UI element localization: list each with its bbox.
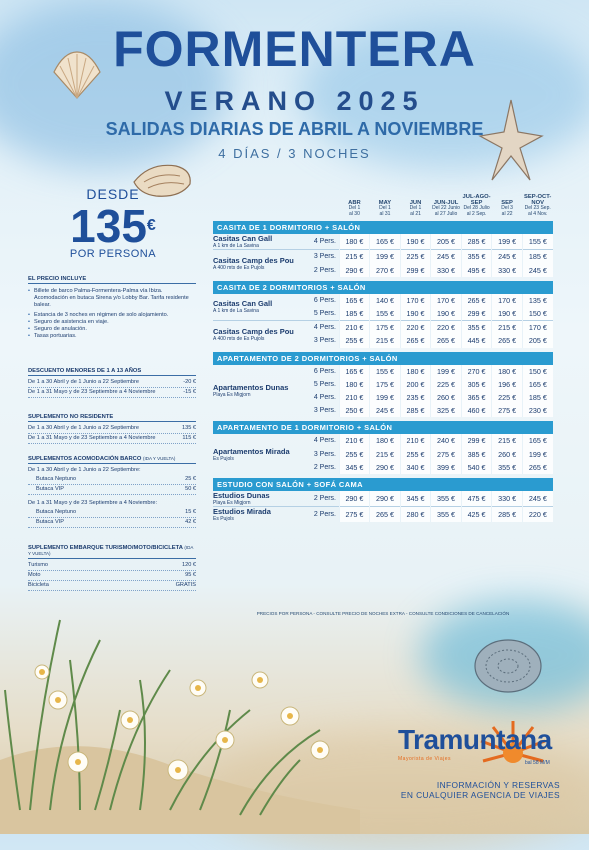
price-cell: 140 € xyxy=(370,294,401,307)
price-row xyxy=(213,434,553,447)
price-cell: 150 € xyxy=(522,307,553,321)
brand-tagline: Mayorista de Viajes xyxy=(398,756,452,762)
price-per: POR PERSONA xyxy=(69,248,157,260)
price-cell: 185 € xyxy=(522,391,553,404)
currency-symbol: € xyxy=(146,217,156,234)
dune-grass-illustration xyxy=(0,560,360,834)
hotel-name: Casitas Camp des Pou A 400 mts de Es Pujols xyxy=(213,250,311,277)
price-cell: 170 € xyxy=(400,294,431,307)
price-cell: 210 € xyxy=(400,434,431,447)
price-cell: 170 € xyxy=(431,294,462,307)
discount-row: De 1 a 31 Mayo y de 23 Septiembre a 4 Noviembre -15 € xyxy=(28,388,196,398)
price-cell: 185 € xyxy=(522,250,553,264)
price-cell: 199 € xyxy=(522,447,553,460)
occupancy: 2 Pers. xyxy=(311,506,339,522)
hotel-name: Apartamentos Dunas Playa Es Migjorn xyxy=(213,383,289,399)
price-cell: 265 € xyxy=(522,461,553,474)
embark-row: Moto 95 € xyxy=(28,571,196,581)
price-cell: 385 € xyxy=(461,447,492,460)
occupancy: 3 Pers. xyxy=(313,407,336,415)
price-cell: 199 € xyxy=(492,234,523,250)
boat-period: De 1 a 30 Abril y de 1 Junio a 22 Septiembre: xyxy=(28,467,141,473)
occupancy: 4 Pers. xyxy=(311,321,339,335)
price-cell: 215 € xyxy=(492,434,523,447)
occupancy: 3 Pers. xyxy=(311,250,339,264)
price-cell: 180 € xyxy=(339,234,370,250)
occupancy: 4 Pers. xyxy=(313,238,336,246)
price-cell: 165 € xyxy=(370,234,401,250)
children-title: DESCUENTO MENORES DE 1 A 13 AÑOS xyxy=(28,368,196,376)
nonresident-section xyxy=(28,414,196,444)
price-cell: 425 € xyxy=(461,506,492,522)
column-header: SEP Del 3 al 22 xyxy=(501,199,513,217)
price-cell: 275 € xyxy=(492,404,523,417)
column-header: MAY Del 1 al 31 xyxy=(378,199,392,217)
includes-item: • Seguro de asistencia en viaje. xyxy=(28,319,196,326)
price-cell: 190 € xyxy=(400,234,431,250)
duration: 4 DÍAS / 3 NOCHES xyxy=(218,146,371,161)
price-cell: 299 € xyxy=(461,307,492,321)
price-cell: 265 € xyxy=(370,506,401,522)
price-cell: 355 € xyxy=(431,506,462,522)
price-cell: 260 € xyxy=(431,391,462,404)
price-cell: 280 € xyxy=(400,506,431,522)
price-cell: 245 € xyxy=(431,250,462,264)
price-cell: 225 € xyxy=(400,250,431,264)
price-value: 135 xyxy=(70,200,147,252)
price-row xyxy=(213,491,553,507)
hotel-name: Casitas Camp des Pou A 400 mts de Es Pujols xyxy=(213,321,311,348)
price-cell: 340 € xyxy=(400,461,431,474)
price-cell: 199 € xyxy=(431,365,462,378)
price-cell: 245 € xyxy=(522,491,553,507)
occupancy: 2 Pers. xyxy=(313,266,336,274)
price-cell: 290 € xyxy=(370,491,401,507)
price-cell: 285 € xyxy=(492,506,523,522)
price-table xyxy=(213,195,553,522)
price-cell: 445 € xyxy=(461,334,492,347)
boat-supplement-section xyxy=(28,456,196,528)
embark-section xyxy=(28,545,196,591)
section-band: APARTAMENTO DE 2 DORMITORIOS + SALÓN xyxy=(213,352,553,365)
sea-urchin-icon xyxy=(473,634,543,694)
price-cell: 255 € xyxy=(400,447,431,460)
price-row xyxy=(213,250,553,264)
price-cell: 345 € xyxy=(400,491,431,507)
price-cell: 190 € xyxy=(431,307,462,321)
includes-item: • Tasas portuarias. xyxy=(28,333,196,340)
main-title: FORMENTERA xyxy=(113,21,476,77)
hotel-name: Casitas Can Gall A 1 km de La Savina xyxy=(213,234,273,250)
price-cell: 240 € xyxy=(431,434,462,447)
price-cell: 290 € xyxy=(339,264,370,277)
includes-item: • Billete de barco Palma-Formentera-Palma vía Ibiza. Acomodación en butaca Sirena y/o Lobby Bar. Tarifa residente balear. xyxy=(28,288,196,310)
price-cell: 255 € xyxy=(339,334,370,347)
price-cell: 299 € xyxy=(400,264,431,277)
price-cell: 175 € xyxy=(370,321,401,335)
hotel-name: Casitas Can Gall A 1 km de La Savina xyxy=(213,299,273,315)
hotel-name: Estudios Dunas Playa Es Migjorn xyxy=(213,490,270,506)
price-cell: 265 € xyxy=(461,294,492,307)
price-row xyxy=(213,294,553,307)
price-cell: 275 € xyxy=(339,506,370,522)
section-band: APARTAMENTO DE 1 DORMITORIO + SALÓN xyxy=(213,421,553,434)
price-cell: 170 € xyxy=(492,294,523,307)
price-cell: 210 € xyxy=(339,391,370,404)
footnote: PRECIOS POR PERSONA - CONSULTE PRECIO DE NOCHES EXTRA - CONSULTE CONDICIONES DE CANCELACIÓN xyxy=(256,611,510,616)
price-cell: 270 € xyxy=(370,264,401,277)
column-header: JUL-AGO-SEP Del 28 Julio al 2 Sep. xyxy=(462,194,491,217)
price-cell: 365 € xyxy=(461,391,492,404)
section-band: CASITA DE 2 DORMITORIOS + SALÓN xyxy=(213,281,553,294)
price-cell: 290 € xyxy=(370,461,401,474)
price-cell: 200 € xyxy=(400,378,431,391)
price-cell: 215 € xyxy=(370,334,401,347)
occupancy: 4 Pers. xyxy=(313,437,336,445)
tagline: SALIDAS DIARIAS DE ABRIL A NOVIEMBRE xyxy=(105,119,484,139)
boat-row: Butaca Neptuno 25 € xyxy=(28,475,196,485)
occupancy: 5 Pers. xyxy=(313,380,336,388)
price-cell: 180 € xyxy=(370,434,401,447)
price-cell: 540 € xyxy=(461,461,492,474)
brand-logo xyxy=(398,724,552,762)
includes-section xyxy=(28,276,196,340)
price-cell: 235 € xyxy=(400,391,431,404)
price-cell: 290 € xyxy=(339,491,370,507)
price-label: DESDE xyxy=(86,186,140,202)
price-cell: 285 € xyxy=(461,234,492,250)
includes-item: • Seguro de anulación. xyxy=(28,326,196,333)
price-cell: 230 € xyxy=(522,404,553,417)
price-cell: 270 € xyxy=(461,365,492,378)
price-cell: 165 € xyxy=(339,294,370,307)
info-block xyxy=(360,780,560,800)
price-cell: 399 € xyxy=(431,461,462,474)
supplement-row: De 1 a 30 Abril y de 1 Junio a 22 Septiembre 135 € xyxy=(28,424,196,434)
price-cell: 355 € xyxy=(431,491,462,507)
price-cell: 220 € xyxy=(431,321,462,335)
embark-row: Turismo 120 € xyxy=(28,561,196,571)
price-cell: 245 € xyxy=(522,264,553,277)
price-cell: 330 € xyxy=(492,491,523,507)
includes-item: • Estancia de 3 noches en régimen de solo alojamiento. xyxy=(28,312,196,319)
price-cell: 215 € xyxy=(339,250,370,264)
price-cell: 330 € xyxy=(431,264,462,277)
children-discount-section xyxy=(28,368,196,398)
price-cell: 155 € xyxy=(370,307,401,321)
column-header: SEP-OCT-NOV Del 23 Sep. al 4 Nov. xyxy=(523,194,552,217)
price-cell: 475 € xyxy=(461,491,492,507)
price-cell: 199 € xyxy=(370,391,401,404)
embark-row: Bicicleta GRATIS xyxy=(28,581,196,591)
brand-name: Tramuntana xyxy=(398,724,552,755)
price-cell: 225 € xyxy=(431,378,462,391)
column-header: JUN Del 1 al 21 xyxy=(409,199,422,217)
price-cell: 175 € xyxy=(370,378,401,391)
price-cell: 220 € xyxy=(400,321,431,335)
price-badge xyxy=(28,186,198,260)
occupancy: 3 Pers. xyxy=(313,337,336,345)
price-cell: 255 € xyxy=(339,447,370,460)
price-cell: 495 € xyxy=(461,264,492,277)
price-cell: 285 € xyxy=(400,404,431,417)
nonresident-title: SUPLEMENTO NO RESIDENTE xyxy=(28,414,196,422)
section-band: ESTUDIO CON SALÓN + SOFÁ CAMA xyxy=(213,478,553,491)
price-cell: 355 € xyxy=(461,321,492,335)
price-cell: 245 € xyxy=(370,404,401,417)
price-cell: 210 € xyxy=(339,434,370,447)
boat-row: Butaca VIP 42 € xyxy=(28,518,196,528)
price-cell: 265 € xyxy=(431,334,462,347)
price-cell: 205 € xyxy=(522,334,553,347)
boat-title: SUPLEMENTOS ACOMODACIÓN BARCO (IDA Y VUELTA) xyxy=(28,456,196,464)
price-cell: 275 € xyxy=(431,447,462,460)
price-cell: 250 € xyxy=(339,404,370,417)
price-cell: 165 € xyxy=(339,365,370,378)
occupancy: 2 Pers. xyxy=(313,463,336,471)
price-row xyxy=(213,365,553,378)
boat-row: Butaca VIP 50 € xyxy=(28,485,196,495)
price-cell: 210 € xyxy=(339,321,370,335)
price-amount xyxy=(28,200,198,252)
price-row xyxy=(213,321,553,335)
season-title: VERANO 2025 xyxy=(164,86,425,116)
price-cell: 355 € xyxy=(492,461,523,474)
price-cell: 180 € xyxy=(400,365,431,378)
boat-period: De 1 a 31 Mayo y de 23 Septiembre a 4 Noviembre: xyxy=(28,500,158,506)
price-cell: 165 € xyxy=(522,378,553,391)
section-band: CASITA DE 1 DORMITORIO + SALÓN xyxy=(213,221,553,234)
occupancy: 6 Pers. xyxy=(313,296,336,304)
occupancy: 3 Pers. xyxy=(313,450,336,458)
price-cell: 190 € xyxy=(492,307,523,321)
price-cell: 150 € xyxy=(522,365,553,378)
price-cell: 180 € xyxy=(339,378,370,391)
price-cell: 260 € xyxy=(492,447,523,460)
price-cell: 196 € xyxy=(492,378,523,391)
price-cell: 215 € xyxy=(370,447,401,460)
occupancy: 2 Pers. xyxy=(313,494,336,502)
info-line2: EN CUALQUIER AGENCIA DE VIAJES xyxy=(400,790,560,800)
includes-title: EL PRECIO INCLUYE xyxy=(28,276,196,284)
column-header: JUN-JUL Del 22 Junio al 27 Julio xyxy=(432,199,460,217)
price-cell: 460 € xyxy=(461,404,492,417)
price-cell: 299 € xyxy=(461,434,492,447)
occupancy: 4 Pers. xyxy=(313,393,336,401)
occupancy: 5 Pers. xyxy=(313,310,336,318)
price-cell: 325 € xyxy=(431,404,462,417)
occupancy: 6 Pers. xyxy=(313,367,336,375)
price-cell: 265 € xyxy=(400,334,431,347)
price-cell: 245 € xyxy=(492,250,523,264)
hotel-name: Apartamentos Mirada Es Pujols xyxy=(213,446,290,462)
price-cell: 199 € xyxy=(370,250,401,264)
embark-title: SUPLEMENTO EMBARQUE TURISMO/MOTO/BICICLETA (IDA Y VUELTA) xyxy=(28,545,196,559)
price-cell: 155 € xyxy=(522,234,553,250)
price-cell: 205 € xyxy=(431,234,462,250)
price-cell: 155 € xyxy=(370,365,401,378)
boat-row: Butaca Neptuno 15 € xyxy=(28,508,196,518)
price-cell: 305 € xyxy=(461,378,492,391)
price-cell: 345 € xyxy=(339,461,370,474)
price-cell: 135 € xyxy=(522,294,553,307)
price-cell: 220 € xyxy=(522,506,553,522)
hotel-name: Estudios Mirada Es Pujols xyxy=(213,506,311,522)
price-cell: 190 € xyxy=(400,307,431,321)
price-row xyxy=(213,234,553,250)
info-line1: INFORMACIÓN Y RESERVAS xyxy=(436,780,560,790)
price-cell: 180 € xyxy=(492,365,523,378)
column-header: ABR Del 1 al 30 xyxy=(348,199,361,217)
supplement-row: De 1 a 31 Mayo y de 23 Septiembre a 4 Noviembre 115 € xyxy=(28,434,196,444)
price-cell: 355 € xyxy=(461,250,492,264)
price-cell: 185 € xyxy=(339,307,370,321)
price-row xyxy=(213,506,553,522)
price-cell: 165 € xyxy=(522,434,553,447)
price-cell: 225 € xyxy=(492,391,523,404)
price-cell: 330 € xyxy=(492,264,523,277)
price-cell: 170 € xyxy=(522,321,553,335)
brand-license: bal 58 M/M xyxy=(525,760,550,766)
discount-row: De 1 a 30 Abril y de 1 Junio a 22 Septiembre -20 € xyxy=(28,378,196,388)
price-cell: 215 € xyxy=(492,321,523,335)
price-cell: 265 € xyxy=(492,334,523,347)
